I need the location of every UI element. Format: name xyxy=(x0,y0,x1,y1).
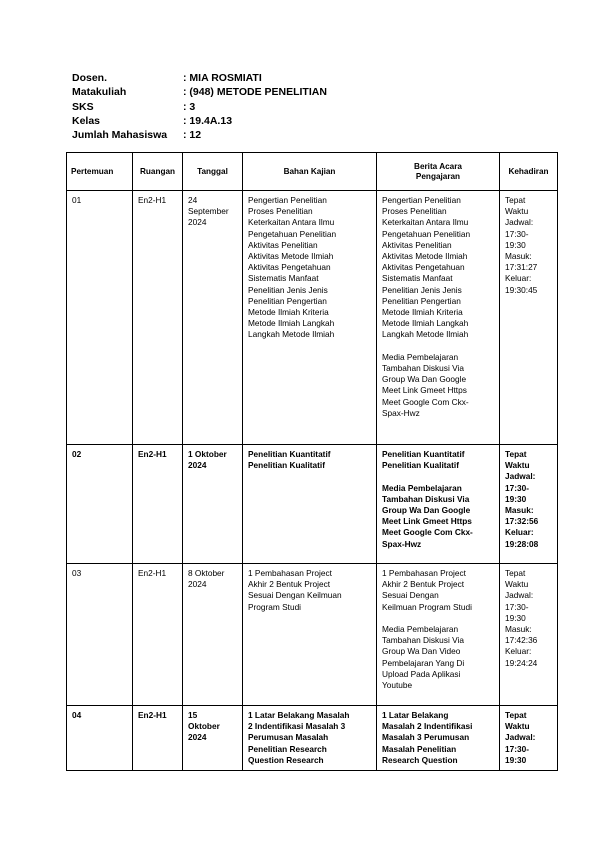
bahan-line: Sesuai Dengan Keilmuan xyxy=(248,590,342,601)
header-label: Kelas xyxy=(72,114,101,127)
bahan-line: Penelitian Kuantitatif xyxy=(248,449,331,459)
date-line: 2024 xyxy=(188,579,207,590)
berita-line: Sesuai Dengan xyxy=(382,590,439,601)
berita-line: Langkah Metode Ilmiah xyxy=(382,329,469,340)
kehadiran-line: Masuk: xyxy=(505,624,532,635)
cell-bahan-kajian xyxy=(243,564,377,706)
cell-kehadiran xyxy=(500,564,558,706)
media-line: Tambahan Diskusi Via xyxy=(382,493,470,504)
pertemuan-number: 01 xyxy=(72,195,82,205)
kehadiran-line: Jadwal: xyxy=(505,471,536,482)
header-value: : (948) METODE PENELITIAN xyxy=(183,86,327,99)
cell-tanggal xyxy=(183,706,243,771)
column-header-bahan-kajian: Bahan Kajian xyxy=(243,153,377,191)
header-label: Dosen. xyxy=(72,72,108,84)
date-line: 2024 xyxy=(188,732,207,743)
media-line: Media Pembelajaran xyxy=(382,624,459,634)
column-header-kehadiran: Kehadiran xyxy=(500,153,558,191)
cell-pertemuan xyxy=(67,445,133,564)
berita-line: Proses Penelitian xyxy=(382,206,447,217)
media-line: Tambahan Diskusi Via xyxy=(382,363,464,374)
berita-line: Masalah 3 Perumusan xyxy=(382,732,470,743)
cell-berita-acara xyxy=(377,445,500,564)
kehadiran-line: Tepat xyxy=(505,710,527,720)
berita-line: Metode Ilmiah Langkah xyxy=(382,318,469,329)
berita-line: Aktivitas Metode Ilmiah xyxy=(382,251,468,262)
kehadiran-line: 19:30:45 xyxy=(505,284,538,295)
date-line: 1 Oktober xyxy=(188,449,227,459)
media-line: Meet Link Gmeet Https xyxy=(382,516,472,527)
date-line: 24 xyxy=(188,195,198,205)
berita-line: Research Question xyxy=(382,754,458,765)
media-line: Group Wa Dan Google xyxy=(382,505,471,515)
cell-berita-acara xyxy=(377,191,500,445)
cell-ruangan xyxy=(133,445,183,564)
berita-line: Sistematis Manfaat xyxy=(382,273,453,284)
cell-tanggal xyxy=(183,564,243,706)
cell-pertemuan xyxy=(67,191,133,445)
column-header-ruangan: Ruangan xyxy=(133,153,183,191)
header-label: Matakuliah xyxy=(72,86,127,99)
cell-bahan-kajian xyxy=(243,706,377,771)
kehadiran-line: 19:30 xyxy=(505,754,527,765)
kehadiran-line: Keluar: xyxy=(505,646,532,657)
kehadiran-line: 19:28:08 xyxy=(505,538,539,549)
kehadiran-line: 17:30- xyxy=(505,482,529,493)
cell-bahan-kajian xyxy=(243,445,377,564)
media-line: Tambahan Diskusi Via xyxy=(382,635,464,646)
room-code: En2-H1 xyxy=(138,568,167,578)
bahan-line: Aktivitas Pengetahuan xyxy=(248,262,331,273)
cell-pertemuan xyxy=(67,706,133,771)
kehadiran-line: Jadwal: xyxy=(505,217,534,228)
cell-ruangan xyxy=(133,564,183,706)
media-line: Pembelajaran Yang Di xyxy=(382,657,465,668)
room-code: En2-H1 xyxy=(138,449,167,459)
bahan-line: Penelitian Pengertian xyxy=(248,295,327,306)
date-line: Oktober xyxy=(188,721,220,732)
table-row xyxy=(67,445,558,564)
bahan-line: Aktivitas Metode Ilmiah xyxy=(248,251,334,262)
berita-line: Pengertian Penelitian xyxy=(382,195,461,205)
bahan-line: Metode Ilmiah Kriteria xyxy=(248,307,329,318)
header-value: : 19.4A.13 xyxy=(183,114,233,127)
cell-berita-acara xyxy=(377,706,500,771)
media-line: Group Wa Dan Google xyxy=(382,374,467,385)
pertemuan-number: 02 xyxy=(72,449,82,459)
bahan-line: Perumusan Masalah xyxy=(248,732,329,743)
cell-pertemuan xyxy=(67,564,133,706)
header-row xyxy=(72,114,327,128)
kehadiran-line: 19:30 xyxy=(505,239,526,250)
header-value: : 3 xyxy=(183,100,196,113)
media-line: Spax-Hwz xyxy=(382,407,420,418)
kehadiran-line: 19:30 xyxy=(505,612,526,623)
berita-line: Keterkaitan Antara Ilmu xyxy=(382,217,469,228)
berita-line: 1 Latar Belakang xyxy=(382,710,449,720)
kehadiran-line: Tepat xyxy=(505,195,526,205)
kehadiran-line: 17:30- xyxy=(505,743,529,754)
media-line: Youtube xyxy=(382,680,413,691)
cell-tanggal xyxy=(183,191,243,445)
media-line: Group Wa Dan Video xyxy=(382,646,461,657)
bahan-line: 1 Latar Belakang Masalah xyxy=(248,710,350,720)
kehadiran-line: Waktu xyxy=(505,460,530,471)
header-label: SKS xyxy=(72,100,94,113)
bahan-line: Keterkaitan Antara Ilmu xyxy=(248,217,335,228)
table-row xyxy=(67,564,558,706)
berita-line: Akhir 2 Bentuk Project xyxy=(382,579,465,590)
header-value: : MIA ROSMIATI xyxy=(183,72,262,84)
column-header-pertemuan: Pertemuan xyxy=(67,153,133,191)
bahan-line: Pengetahuan Penelitian xyxy=(248,228,337,239)
header-row xyxy=(72,100,327,114)
table-row xyxy=(67,191,558,445)
spacer xyxy=(382,341,495,352)
kehadiran-line: Tepat xyxy=(505,449,527,459)
bahan-line: Metode Ilmiah Langkah xyxy=(248,318,335,329)
kehadiran-line: 17:31:27 xyxy=(505,262,538,273)
kehadiran-line: 17:32:56 xyxy=(505,516,539,527)
media-line: Spax-Hwz xyxy=(382,538,422,549)
bahan-line: Question Research xyxy=(248,754,324,765)
cell-kehadiran xyxy=(500,191,558,445)
kehadiran-line: 17:30- xyxy=(505,228,529,239)
table-header-row xyxy=(67,153,558,191)
berita-line: Penelitian Kualitatif xyxy=(382,460,459,471)
bahan-line: 1 Pembahasan Project xyxy=(248,568,332,578)
berita-line: Penelitian Kuantitatif xyxy=(382,449,465,459)
bahan-line: Proses Penelitian xyxy=(248,206,313,217)
media-line: Media Pembelajaran xyxy=(382,351,459,362)
kehadiran-line: Masuk: xyxy=(505,505,534,516)
berita-line: Aktivitas Penelitian xyxy=(382,239,452,250)
table-row xyxy=(67,706,558,771)
date-line: September xyxy=(188,206,229,217)
berita-line: Aktivitas Pengetahuan xyxy=(382,262,465,273)
bahan-line: Program Studi xyxy=(248,601,302,612)
header-row xyxy=(72,85,327,99)
cell-kehadiran xyxy=(500,706,558,771)
cell-berita-acara xyxy=(377,564,500,706)
kehadiran-line: Waktu xyxy=(505,579,529,590)
pertemuan-number: 04 xyxy=(72,710,82,720)
berita-line: Penelitian Jenis Jenis xyxy=(382,284,462,295)
header-label: Jumlah Mahasiswa xyxy=(72,129,168,142)
cell-ruangan xyxy=(133,191,183,445)
berita-line: Penelitian Pengertian xyxy=(382,295,461,306)
pertemuan-number: 03 xyxy=(72,568,82,578)
berita-line: Pengetahuan Penelitian xyxy=(382,228,471,239)
course-header xyxy=(72,71,327,142)
spacer xyxy=(382,613,495,624)
room-code: En2-H1 xyxy=(138,195,167,205)
cell-tanggal xyxy=(183,445,243,564)
date-line: 2024 xyxy=(188,460,207,471)
bahan-line: Pengertian Penelitian xyxy=(248,195,327,205)
date-line: 8 Oktober xyxy=(188,568,225,578)
bahan-line: Sistematis Manfaat xyxy=(248,273,319,284)
bahan-line: Penelitian Research xyxy=(248,743,327,754)
column-header-berita-acara-label: Berita Acara Pengajaran xyxy=(414,161,462,181)
cell-kehadiran xyxy=(500,445,558,564)
cell-ruangan xyxy=(133,706,183,771)
kehadiran-line: Tepat xyxy=(505,568,526,578)
media-line: Meet Google Com Ckx- xyxy=(382,396,469,407)
kehadiran-line: 17:30- xyxy=(505,601,529,612)
attendance-table xyxy=(66,152,558,771)
berita-line: Masalah Penelitian xyxy=(382,743,457,754)
kehadiran-line: Keluar: xyxy=(505,273,532,284)
date-line: 15 xyxy=(188,710,198,720)
bahan-line: 2 Indentifikasi Masalah 3 xyxy=(248,721,346,732)
bahan-line: Langkah Metode Ilmiah xyxy=(248,329,335,340)
kehadiran-line: 19:30 xyxy=(505,493,527,504)
kehadiran-line: 17:42:36 xyxy=(505,635,538,646)
berita-line: Keilmuan Program Studi xyxy=(382,601,472,612)
cell-bahan-kajian xyxy=(243,191,377,445)
kehadiran-line: Waktu xyxy=(505,721,530,732)
kehadiran-line: 19:24:24 xyxy=(505,657,538,668)
bahan-line: Penelitian Kualitatif xyxy=(248,460,325,471)
kehadiran-line: Masuk: xyxy=(505,251,532,262)
header-value: : 12 xyxy=(183,129,202,142)
kehadiran-line: Jadwal: xyxy=(505,590,534,601)
berita-line: Metode Ilmiah Kriteria xyxy=(382,307,463,318)
berita-line: Masalah 2 Indentifikasi xyxy=(382,721,473,732)
kehadiran-line: Waktu xyxy=(505,206,529,217)
date-line: 2024 xyxy=(188,217,207,228)
bahan-line: Penelitian Jenis Jenis xyxy=(248,284,328,295)
kehadiran-line: Jadwal: xyxy=(505,732,536,743)
column-header-tanggal: Tanggal xyxy=(183,153,243,191)
kehadiran-line: Keluar: xyxy=(505,527,534,538)
header-row xyxy=(72,71,327,85)
bahan-line: Aktivitas Penelitian xyxy=(248,239,318,250)
media-line: Meet Google Com Ckx- xyxy=(382,527,473,538)
header-row xyxy=(72,128,327,142)
berita-line: 1 Pembahasan Project xyxy=(382,568,466,578)
room-code: En2-H1 xyxy=(138,710,167,720)
media-line: Meet Link Gmeet Https xyxy=(382,385,467,396)
bahan-line: Akhir 2 Bentuk Project xyxy=(248,579,331,590)
column-header-berita-acara xyxy=(377,153,500,191)
media-line: Upload Pada Aplikasi xyxy=(382,668,461,679)
spacer xyxy=(382,471,495,482)
media-line: Media Pembelajaran xyxy=(382,482,462,493)
